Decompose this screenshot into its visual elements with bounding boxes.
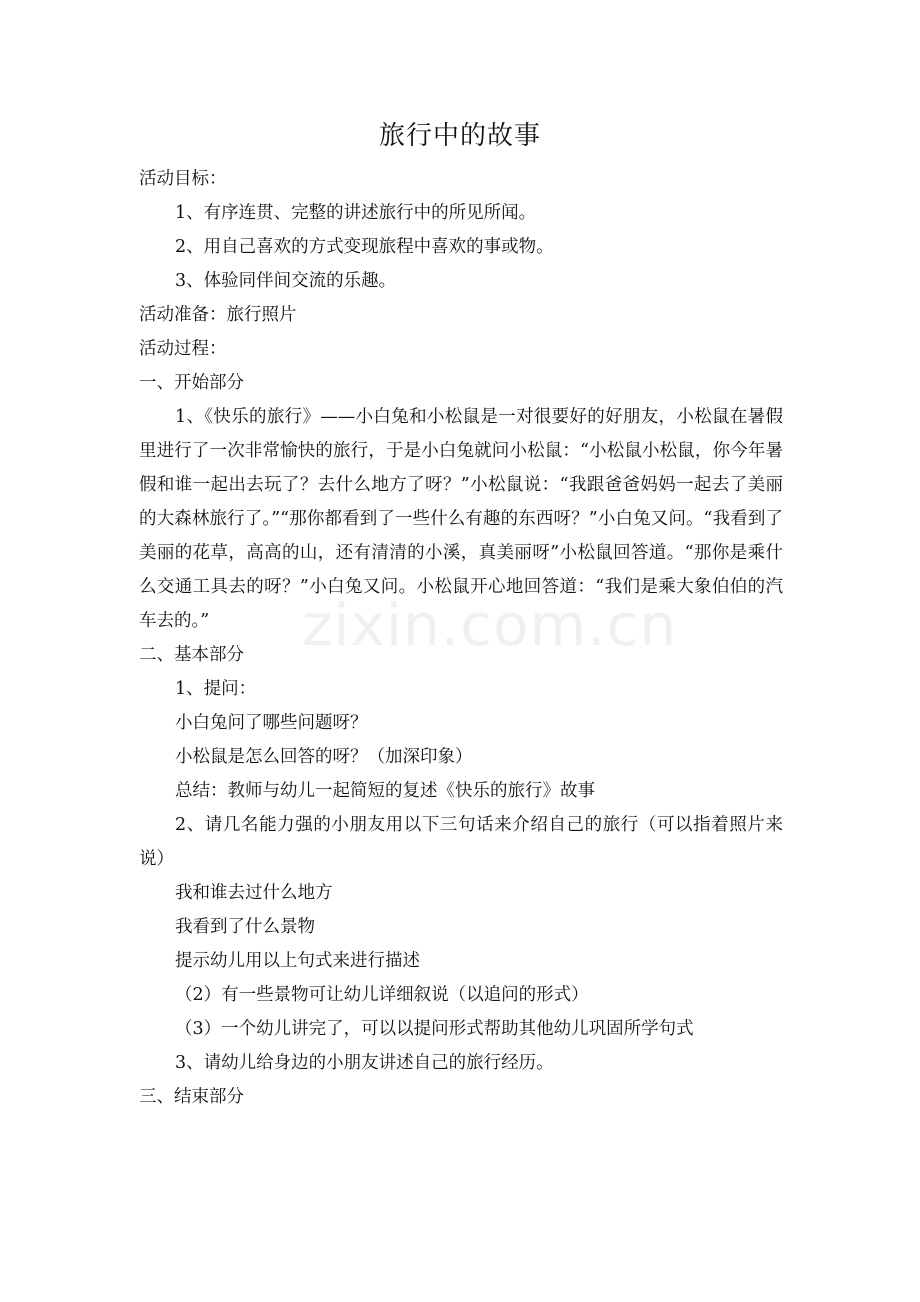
paragraph: 活动过程： bbox=[139, 339, 227, 359]
section-heading: 一、开始部分 bbox=[139, 373, 244, 393]
paragraph: 3、体验同伴间交流的乐趣。 bbox=[175, 271, 397, 291]
paragraph: 活动目标： bbox=[139, 169, 227, 189]
document-title: 旅行中的故事 bbox=[378, 121, 541, 151]
paragraph: 活动准备：旅行照片 bbox=[139, 305, 297, 325]
paragraph: 2、请几名能力强的小朋友用以下三句话来介绍自己的旅行（可以指着照片来说） bbox=[139, 815, 783, 869]
paragraph: 1、有序连贯、完整的讲述旅行中的所见所闻。 bbox=[175, 203, 537, 223]
watermark-text: zixin.com.cn bbox=[302, 591, 678, 659]
paragraph: 我和谁去过什么地方 bbox=[175, 883, 333, 903]
paragraph: 提示幼儿用以上句式来进行描述 bbox=[175, 951, 420, 971]
document-body bbox=[139, 162, 783, 1114]
paragraph: 2、用自己喜欢的方式变现旅程中喜欢的事或物。 bbox=[175, 237, 554, 257]
paragraph: 3、请幼儿给身边的小朋友讲述自己的旅行经历。 bbox=[175, 1053, 554, 1073]
paragraph: 小白兔问了哪些问题呀？ bbox=[175, 713, 368, 733]
paragraph: 小松鼠是怎么回答的呀？（加深印象） bbox=[175, 747, 473, 767]
paragraph: （2）有一些景物可让幼儿详细叙说（以追问的形式） bbox=[175, 985, 589, 1005]
paragraph: （3）一个幼儿讲完了，可以以提问形式帮助其他幼儿巩固所学句式 bbox=[175, 1019, 694, 1039]
paragraph: 总结：教师与幼儿一起简短的复述《快乐的旅行》故事 bbox=[175, 781, 595, 801]
section-heading: 二、基本部分 bbox=[139, 645, 244, 665]
story-paragraph: 1、《快乐的旅行》——小白兔和小松鼠是一对很要好的好朋友，小松鼠在暑假里进行了一次非常愉快的旅行，于是小白兔就问小松鼠：“小松鼠小松鼠，你今年暑假和谁一起出去玩了？去什么地方了呀？”小松鼠说：“我跟爸爸妈妈一起去了美丽的大森林旅行了。”“那你都看到了一些什么有趣的东西呀？”小白兔又问。“我看到了美丽的花草，高高的山，还有清清的小溪，真美丽呀”小松鼠回答道。“那你是乘什么交通工具去的呀？”小白兔又问。小松鼠开心地回答道：“我们是乘大象伯伯的汽车去的。” bbox=[139, 407, 783, 631]
section-heading: 三、结束部分 bbox=[139, 1087, 244, 1107]
paragraph: 1、提问： bbox=[175, 679, 257, 699]
paragraph: 我看到了什么景物 bbox=[175, 917, 315, 937]
